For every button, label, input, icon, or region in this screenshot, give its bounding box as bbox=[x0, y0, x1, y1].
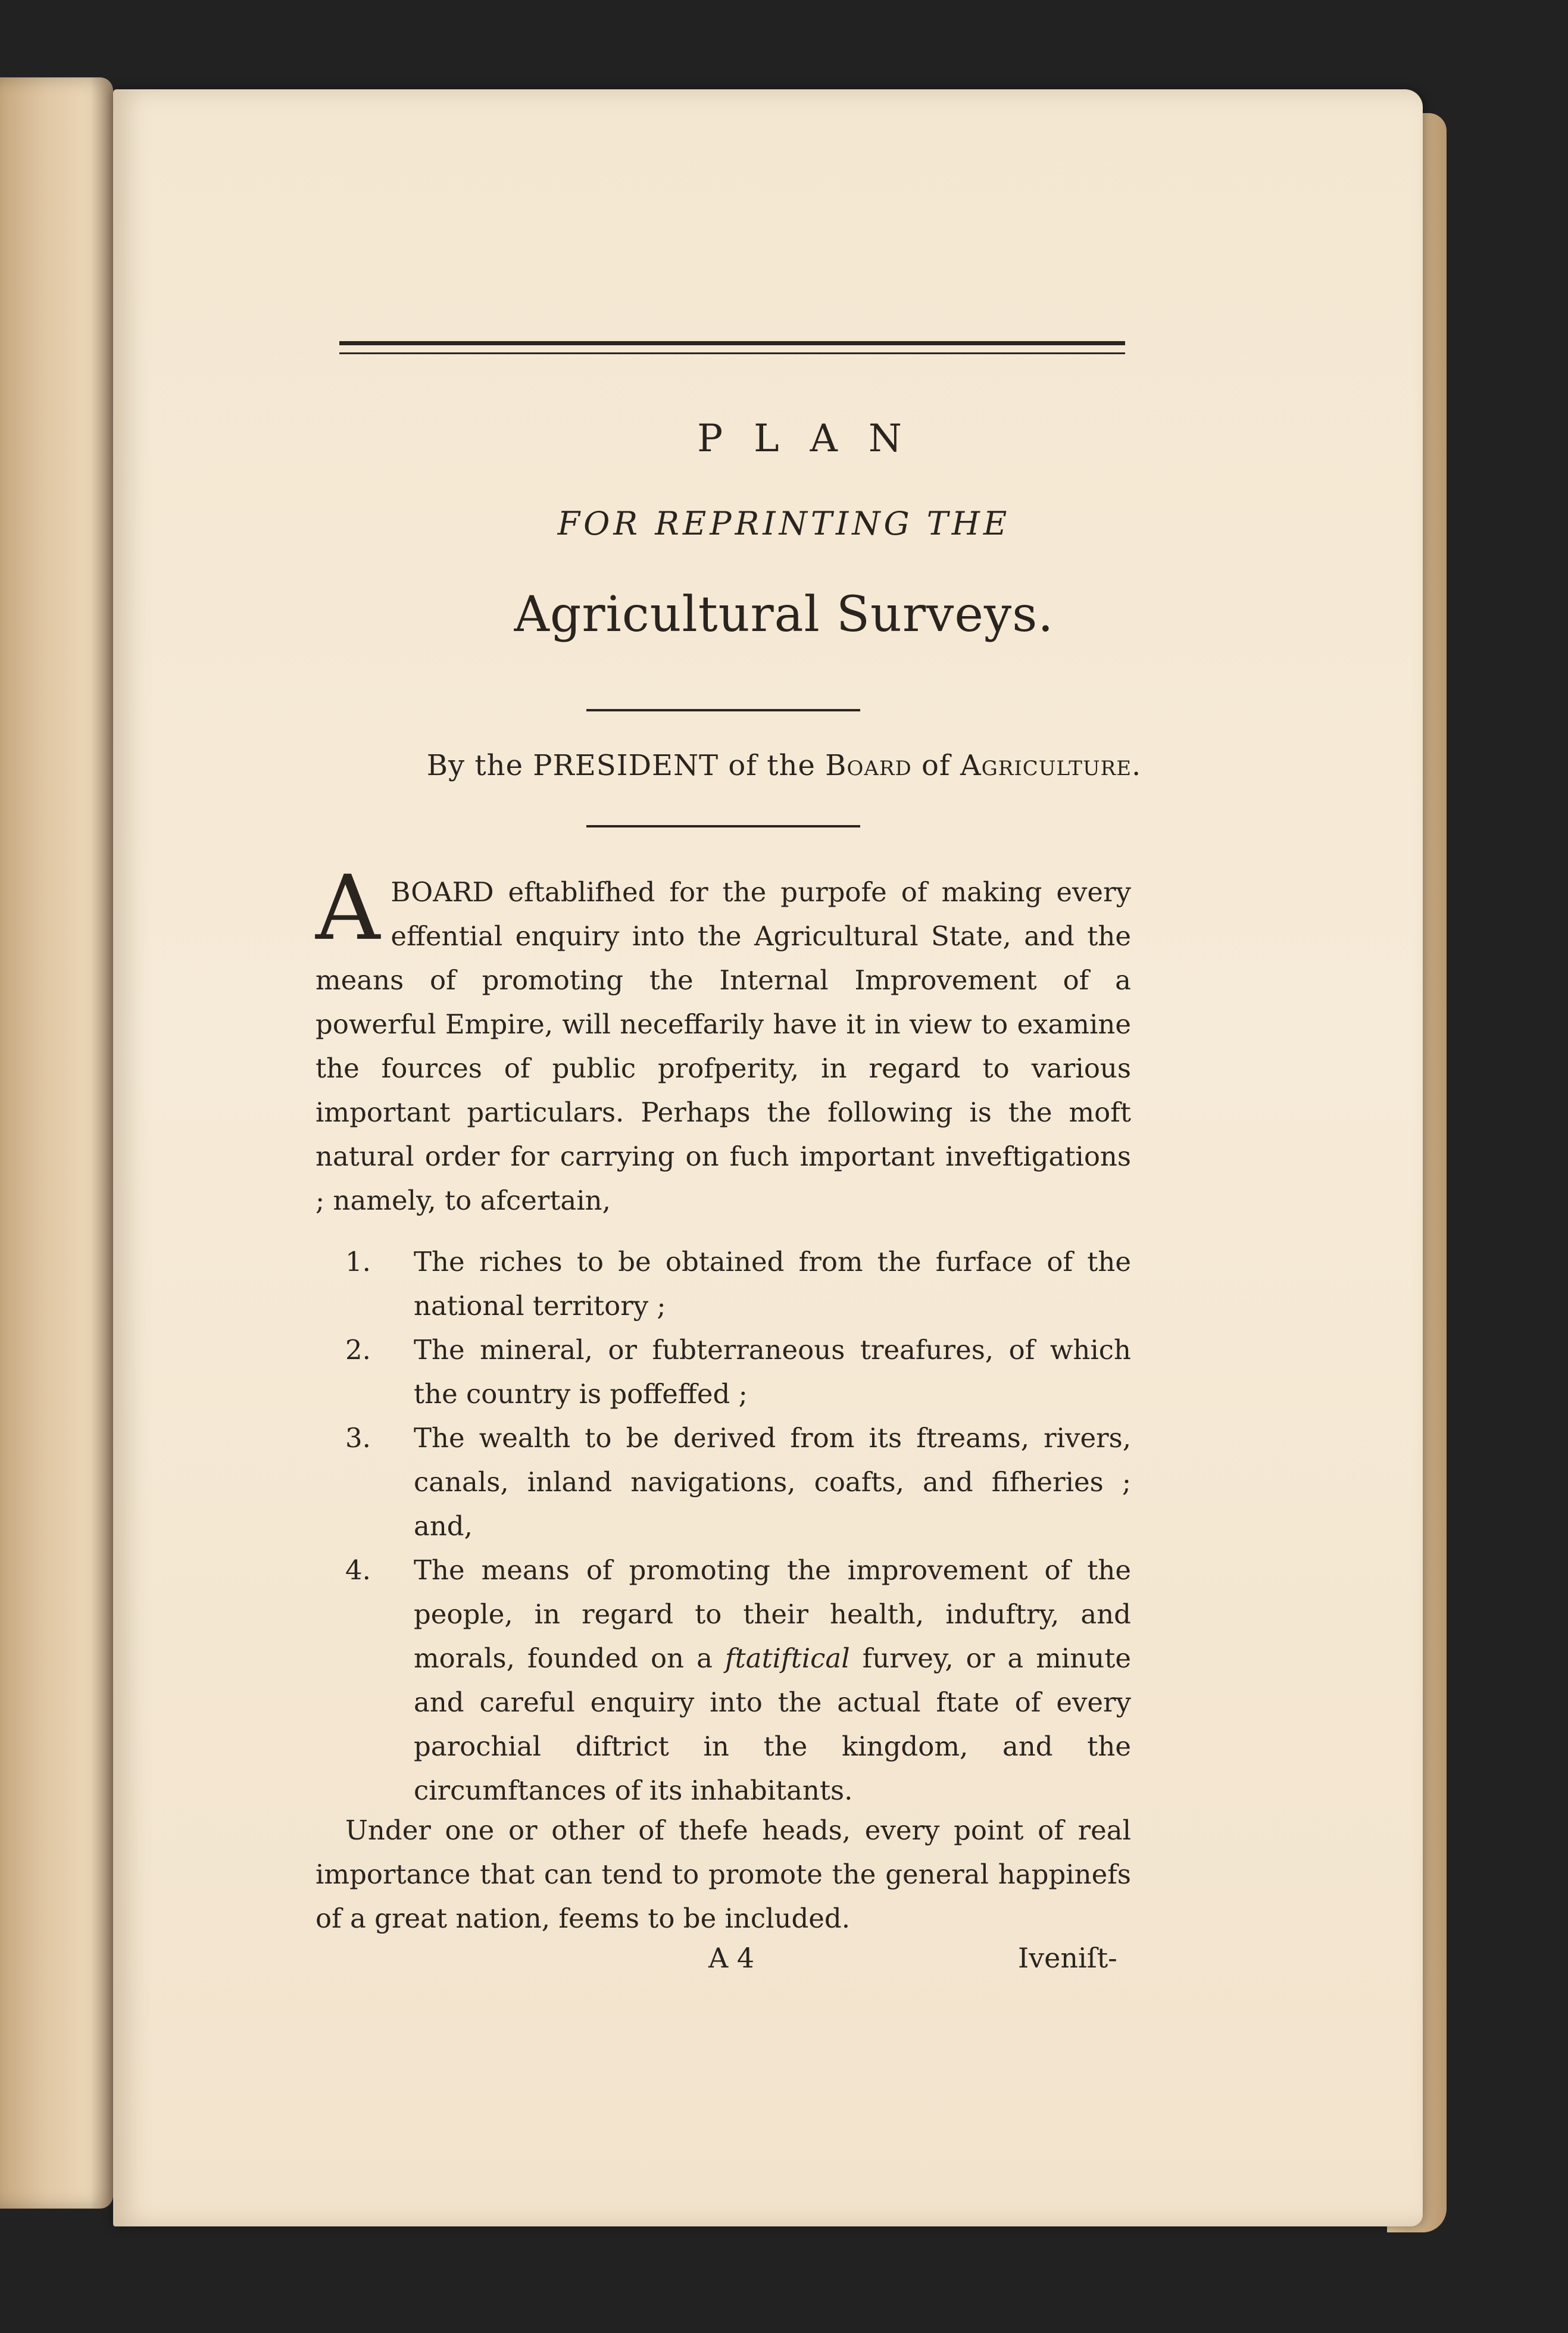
list-item bbox=[339, 1240, 1131, 1328]
list-item bbox=[339, 1416, 1131, 1548]
plan-heading: PLAN bbox=[697, 417, 933, 461]
title-rule bbox=[586, 709, 860, 711]
previous-page-edge bbox=[0, 77, 113, 2209]
signature-mark: A 4 bbox=[708, 1942, 755, 1974]
main-title: Agricultural Surveys. bbox=[514, 586, 1054, 643]
list-item-text: The wealth to be derived from its ftreams, rivers, canals, inland navigations, coafts, and fifheries ; and, bbox=[414, 1422, 1131, 1542]
top-double-rule bbox=[339, 341, 1125, 354]
list-item-number: 2. bbox=[345, 1334, 371, 1366]
list-item-text: furvey, or a minute and careful enquiry into the actual ftate of every parochial diftrict in the kingdom, and the circumftances of its inhabitants. bbox=[414, 1642, 1131, 1806]
list-item-number: 3. bbox=[345, 1422, 371, 1454]
drop-cap: A bbox=[316, 857, 380, 960]
list-item-text: The means of promoting the improvement of the people, in regard to their health, induftry, and morals, founded on a bbox=[414, 1554, 1131, 1674]
catchword: Iveniſt- bbox=[1018, 1942, 1117, 1974]
list-item-text: The riches to be obtained from the furface of the national territory ; bbox=[414, 1246, 1131, 1322]
byline-president: PRESIDENT bbox=[533, 749, 719, 782]
list-item-number: 1. bbox=[345, 1246, 371, 1278]
byline-agriculture: Agriculture. bbox=[960, 749, 1142, 782]
byline-board: Board bbox=[825, 749, 912, 782]
list-item bbox=[339, 1548, 1131, 1813]
list-item-italic: ftatiftical bbox=[725, 1642, 850, 1674]
closing-paragraph: Under one or other of thefe heads, every point of real importance that can tend to promote the general happinefs of a great nation, feems to be included. bbox=[316, 1814, 1131, 1934]
numbered-list bbox=[339, 1240, 1131, 1813]
list-item bbox=[339, 1328, 1131, 1416]
intro-text: BOARD eftablifhed for the purpofe of making every effential enquiry into the Agricultural State, and the means of promoting the Internal Improvement of a powerful Empire, will neceffarily have it in view to examine the fources of public profperity, in regard to various important particulars. Perhaps the following is the moft natural order for carrying on fuch important inveftigations ; namely, to afcertain, bbox=[316, 876, 1131, 1216]
list-item-number: 4. bbox=[345, 1554, 371, 1586]
byline-of: of bbox=[922, 749, 951, 782]
byline bbox=[0, 749, 1568, 782]
byline-prefix: By the bbox=[426, 749, 523, 782]
subtitle: FOR REPRINTING THE bbox=[557, 505, 1011, 542]
list-item-text: The mineral, or fubterraneous treafures, of which the country is poffeffed ; bbox=[414, 1334, 1131, 1410]
intro-paragraph bbox=[316, 857, 1131, 1223]
byline-of-the: of the bbox=[728, 749, 816, 782]
byline-rule bbox=[586, 825, 860, 827]
